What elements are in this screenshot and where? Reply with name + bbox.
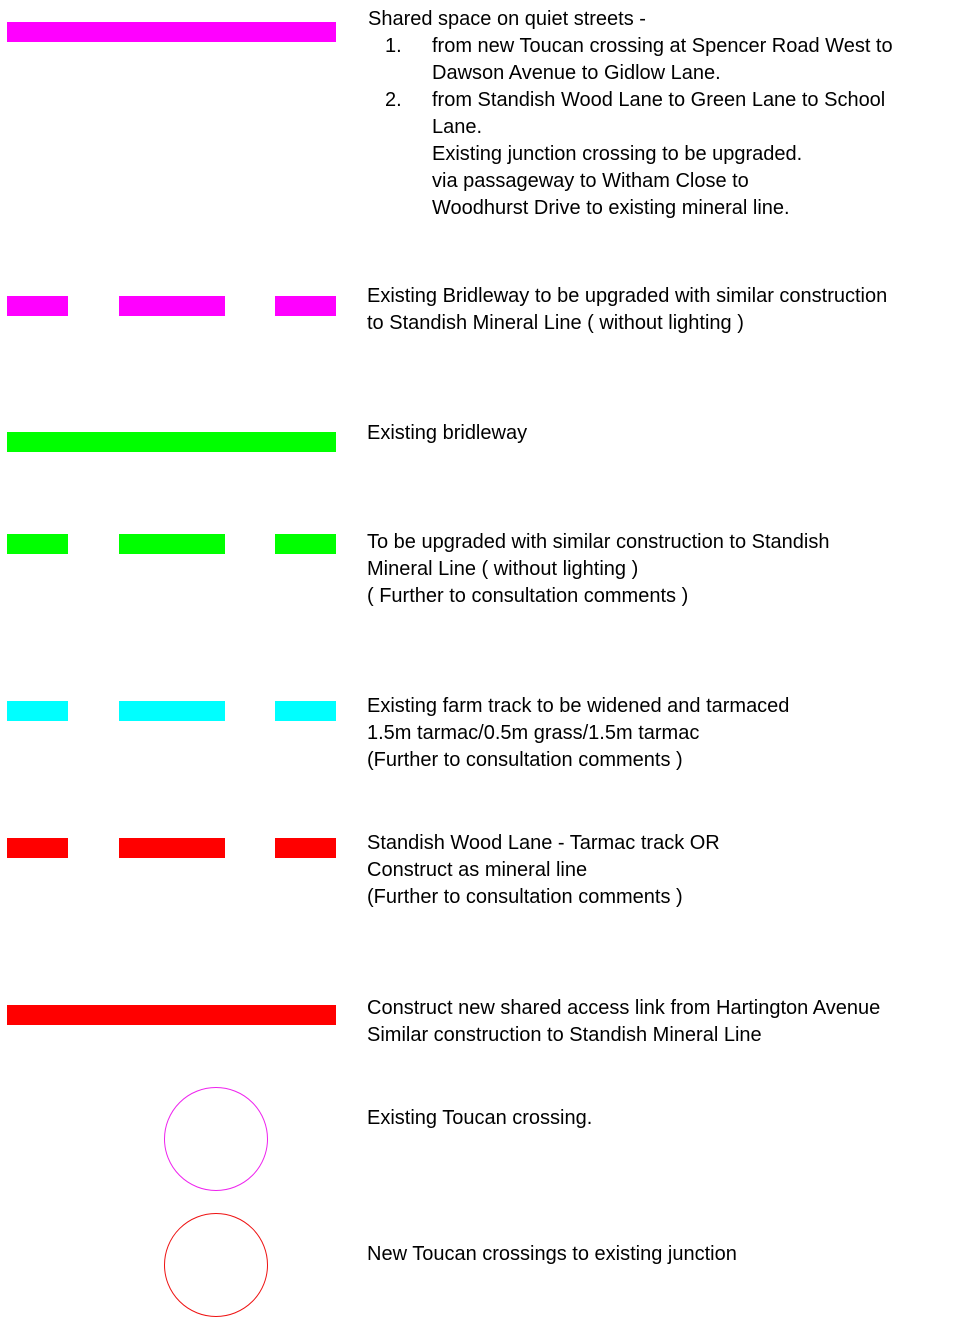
legend-line: (Further to consultation comments ) [367,886,683,908]
legend-line: Construct new shared access link from Hartington Avenue [367,997,881,1019]
legend-route-list [368,33,893,141]
legend-text-existing-bridleway [367,420,527,447]
dash-segment [119,838,225,858]
dash-segment [7,838,68,858]
legend-line: Construct as mineral line [367,859,588,881]
list-number: 2. [385,89,402,111]
legend-line: Standish Wood Lane - Tarmac track OR [367,832,720,854]
list-line: Dawson Avenue to Gidlow Lane. [432,62,721,84]
dash-segment [119,701,225,721]
dash-segment [119,534,225,554]
legend-note: via passageway to Witham Close to [432,170,749,192]
legend-text-standish-wood-lane [367,830,720,911]
solid-magenta-line-symbol [7,22,336,42]
legend-line: Existing Bridleway to be upgraded with similar construction [367,285,888,307]
legend-line: Existing farm track to be widened and tarmaced [367,695,790,717]
dash-segment [7,701,68,721]
legend-text-existing-toucan [367,1105,592,1132]
list-line: from new Toucan crossing at Spencer Road West to [432,35,893,57]
legend-text-new-toucan [367,1241,737,1268]
list-item [368,87,893,141]
dash-segment [275,296,336,316]
legend-line: Similar construction to Standish Mineral Line [367,1024,762,1046]
dash-segment [7,296,68,316]
legend-line: To be upgraded with similar construction to Standish [367,531,830,553]
legend-line: New Toucan crossings to existing junction [367,1243,737,1265]
list-number: 1. [385,35,402,57]
line-segment [7,1005,336,1025]
list-line: Lane. [432,116,483,138]
dash-segment [275,838,336,858]
list-item [368,33,893,87]
red-circle-symbol [164,1213,268,1317]
legend-line: Mineral Line ( without lighting ) [367,558,639,580]
legend-line: Existing Toucan crossing. [367,1107,593,1129]
legend-line: Existing bridleway [367,422,528,444]
dash-segment [275,701,336,721]
legend-line: ( Further to consultation comments ) [367,585,689,607]
line-segment [7,432,336,452]
legend-heading: Shared space on quiet streets - [368,8,646,30]
legend-note: Woodhurst Drive to existing mineral line. [432,197,790,219]
legend-text-bridleway-upgrade [367,283,887,337]
legend-text-green-upgrade [367,529,829,610]
legend-text-farm-track [367,693,789,774]
legend-line: to Standish Mineral Line ( without lighting ) [367,312,744,334]
list-line: from Standish Wood Lane to Green Lane to School [432,89,886,111]
magenta-circle-symbol [164,1087,268,1191]
dash-segment [275,534,336,554]
legend-text-shared-space [368,6,893,222]
dash-segment [7,534,68,554]
legend-line: 1.5m tarmac/0.5m grass/1.5m tarmac [367,722,700,744]
dash-segment [119,296,225,316]
legend-note: Existing junction crossing to be upgraded. [432,143,803,165]
legend-line: (Further to consultation comments ) [367,749,683,771]
legend-text-shared-access-link [367,995,880,1049]
